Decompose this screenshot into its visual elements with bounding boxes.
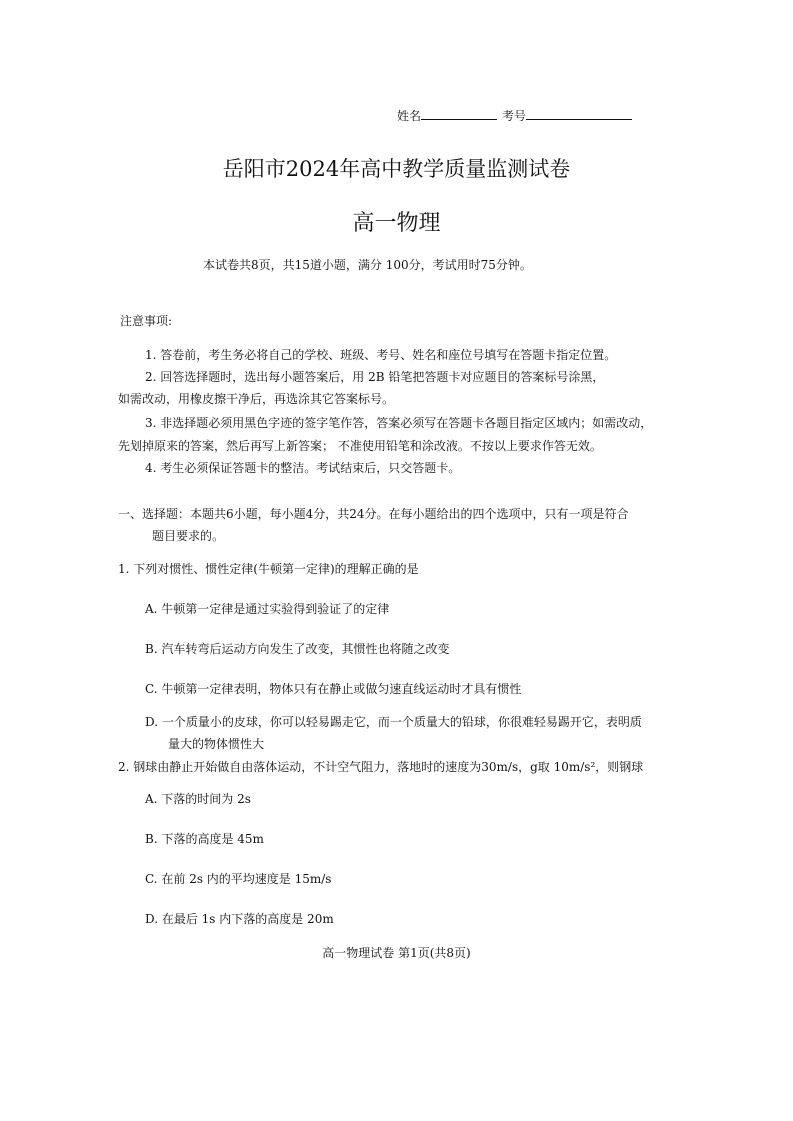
- name-blank: [421, 106, 497, 120]
- id-label: 考号: [502, 109, 527, 123]
- notice-item-3-cont: 先划掉原来的答案，然后再写上新答案； 不准使用铅笔和涂改液。不按以上要求作答无效。: [118, 439, 602, 453]
- question-1-option-c: C. 牛顿第一定律表明，物体只有在静止或做匀速直线运动时才具有惯性: [145, 682, 522, 696]
- question-2-option-d: D. 在最后 1s 内下落的高度是 20m: [145, 912, 334, 926]
- name-label: 姓名: [397, 109, 422, 123]
- question-2-option-a: A. 下落的时间为 2s: [145, 792, 251, 806]
- notice-item-4: 4. 考生必须保证答题卡的整洁。考试结束后，只交答题卡。: [145, 461, 461, 475]
- question-1-option-a: A. 牛顿第一定律是通过实验得到验证了的定律: [145, 602, 390, 616]
- question-1-option-b: B. 汽车转弯后运动方向发生了改变，其惯性也将随之改变: [145, 642, 450, 656]
- name-field: [397, 106, 497, 124]
- page-footer: 高一物理试卷 第1页(共8页): [322, 946, 471, 960]
- section-heading: 一、选择题：本题共6小题，每小题4分，共24分。在每小题给出的四个选项中，只有一项是符合: [118, 507, 629, 521]
- notice-item-3: 3. 非选择题必须用黑色字迹的签字笔作答，答案必须写在答题卡各题目指定区域内；如需改动，: [145, 416, 653, 430]
- question-1-option-d: D. 一个质量小的皮球，你可以轻易踢走它，而一个质量大的铅球，你很难轻易踢开它，表明质: [145, 715, 642, 729]
- notice-heading: 注意事项:: [120, 314, 173, 328]
- question-2-option-c: C. 在前 2s 内的平均速度是 15m/s: [145, 872, 332, 886]
- question-2-stem: 2. 钢球由静止开始做自由落体运动，不计空气阻力，落地时的速度为30m/s，g取 10m/s²，则钢球: [118, 760, 644, 774]
- exam-intro: 本试卷共8页，共15道小题，满分 100分，考试用时75分钟。: [203, 258, 532, 272]
- page-subtitle: 高一物理: [352, 211, 441, 236]
- notice-item-2: 2. 回答选择题时，选出每小题答案后，用 2B 铅笔把答题卡对应题目的答案标号涂黑，: [145, 370, 605, 384]
- notice-item-1: 1. 答卷前，考生务必将自己的学校、班级、考号、姓名和座位号填写在答题卡指定位置。: [145, 348, 617, 362]
- page-title: 岳阳市2024年高中教学质量监测试卷: [222, 157, 571, 181]
- section-heading-cont: 题目要求的。: [152, 529, 225, 543]
- notice-item-2-cont: 如需改动，用橡皮擦干净后，再选涂其它答案标号。: [118, 392, 395, 406]
- question-1-option-d-cont: 量大的物体惯性大: [168, 737, 265, 751]
- question-1-stem: 1. 下列对惯性、惯性定律(牛顿第一定律)的理解正确的是: [118, 562, 419, 576]
- id-field: [502, 106, 632, 124]
- id-blank: [526, 106, 632, 120]
- question-2-option-b: B. 下落的高度是 45m: [145, 832, 264, 846]
